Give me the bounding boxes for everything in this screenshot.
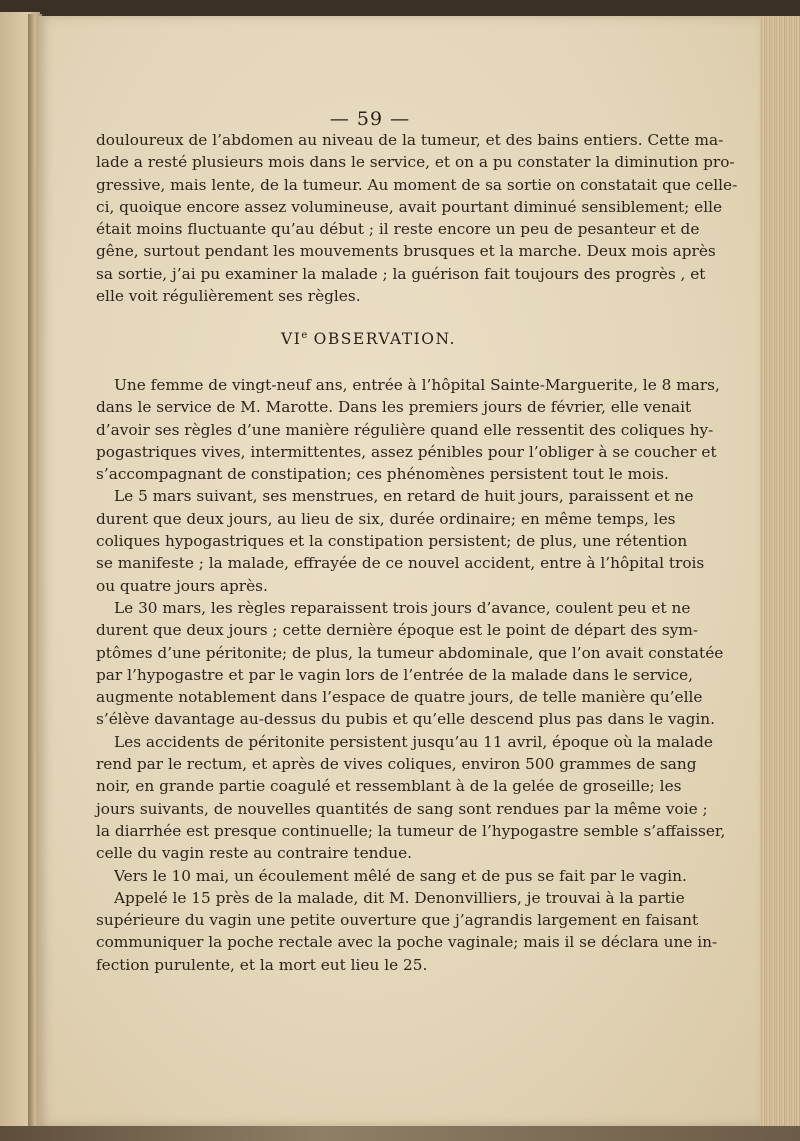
text-line: coliques hypogastriques et la constipation persistent; de plus, une rétention [96, 532, 688, 551]
text-line: Les accidents de péritonite persistent jusqu’au 11 avril, époque où la malade [114, 732, 713, 751]
scan-bottom-edge [0, 1126, 800, 1141]
text-line: lade a resté plusieurs mois dans le service, et on a pu constater la diminution pro- [96, 153, 735, 172]
text-line: durent que deux jours, au lieu de six, durée ordinaire; en même temps, les [96, 509, 676, 528]
text-line: s’élève davantage au-dessus du pubis et qu’elle descend plus pas dans le vagin. [96, 710, 716, 729]
heading-numeral: VI [281, 330, 302, 349]
text-line: par l’hypogastre et par le vagin lors de l’entrée de la malade dans le service, [96, 665, 693, 684]
text-line: s’accompagnant de constipation; ces phénomènes persistent tout le mois. [96, 465, 669, 484]
text-line: se manifeste ; la malade, effrayée de ce nouvel accident, entre à l’hôpital trois [96, 554, 705, 573]
text-line: ou quatre jours après. [96, 576, 268, 595]
heading-superscript: e [301, 330, 308, 341]
text-line: Une femme de vingt-neuf ans, entrée à l’hôpital Sainte-Marguerite, le 8 mars, [114, 376, 720, 394]
text-line: noir, en grande partie coagulé et ressemblant à de la gelée de groseille; les [96, 777, 682, 796]
text-line: Vers le 10 mai, un écoulement mêlé de sang et de pus se fait par le vagin. [114, 866, 687, 885]
text-line: d’avoir ses règles d’une manière régulière quand elle ressentit des coliques hy- [96, 420, 714, 439]
text-line: Le 5 mars suivant, ses menstrues, en retard de huit jours, paraissent et ne [114, 487, 694, 506]
page-edge-stack [760, 16, 800, 1126]
text-line: elle voit régulièrement ses règles. [96, 287, 361, 306]
page-number: — 59 — [329, 108, 411, 130]
text-line: ci, quoique encore assez volumineuse, avait pourtant diminué sensiblement; elle [96, 197, 723, 216]
text-line: gressive, mais lente, de la tumeur. Au moment de sa sortie on constatait que celle- [96, 175, 738, 194]
section-heading [96, 330, 641, 348]
text-line: celle du vagin reste au contraire tendue. [96, 844, 413, 863]
text-line: ptômes d’une péritonite; de plus, la tumeur abdominale, que l’on avait constatée [96, 643, 724, 662]
text-line: jours suivants, de nouvelles quantités de sang sont rendues par la même voie ; [96, 799, 708, 818]
text-line: augmente notablement dans l’espace de quatre jours, de telle manière qu’elle [96, 688, 703, 707]
text-line: Appelé le 15 près de la malade, dit M. Denonvilliers, je trouvai à la partie [114, 888, 685, 907]
text-line: gêne, surtout pendant les mouvements brusques et la marche. Deux mois après [96, 242, 716, 261]
text-line: supérieure du vagin une petite ouverture que j’agrandis largement en faisant [96, 911, 699, 930]
text-line: rend par le rectum, et après de vives coliques, environ 500 grammes de sang [96, 755, 697, 774]
text-line: durent que deux jours ; cette dernière époque est le point de départ des sym- [96, 621, 699, 640]
heading-title: OBSERVATION. [307, 330, 456, 349]
text-line: douloureux de l’abdomen au niveau de la tumeur, et des bains entiers. Cette ma- [96, 131, 724, 149]
observation-body [96, 374, 726, 976]
text-line: pogastriques vives, intermittentes, assez pénibles pour l’obliger à se coucher et [96, 442, 717, 461]
text-line: la diarrhée est presque continuelle; la tumeur de l’hypogastre semble s’affaisser, [96, 821, 726, 840]
text-line: Le 30 mars, les règles reparaissent trois jours d’avance, coulent peu et ne [114, 598, 691, 617]
text-line: sa sortie, j’ai pu examiner la malade ; la guérison fait toujours des progrès , et [96, 264, 706, 283]
paragraph-continuation [96, 129, 738, 307]
text-line: communiquer la poche rectale avec la poche vaginale; mais il se déclara une in- [96, 933, 718, 952]
text-line: dans le service de M. Marotte. Dans les premiers jours de février, elle venait [96, 398, 692, 417]
text-line: était moins fluctuante qu’au début ; il reste encore un peu de pesanteur et de [96, 220, 700, 239]
text-line: fection purulente, et la mort eut lieu le 25. [96, 955, 428, 974]
